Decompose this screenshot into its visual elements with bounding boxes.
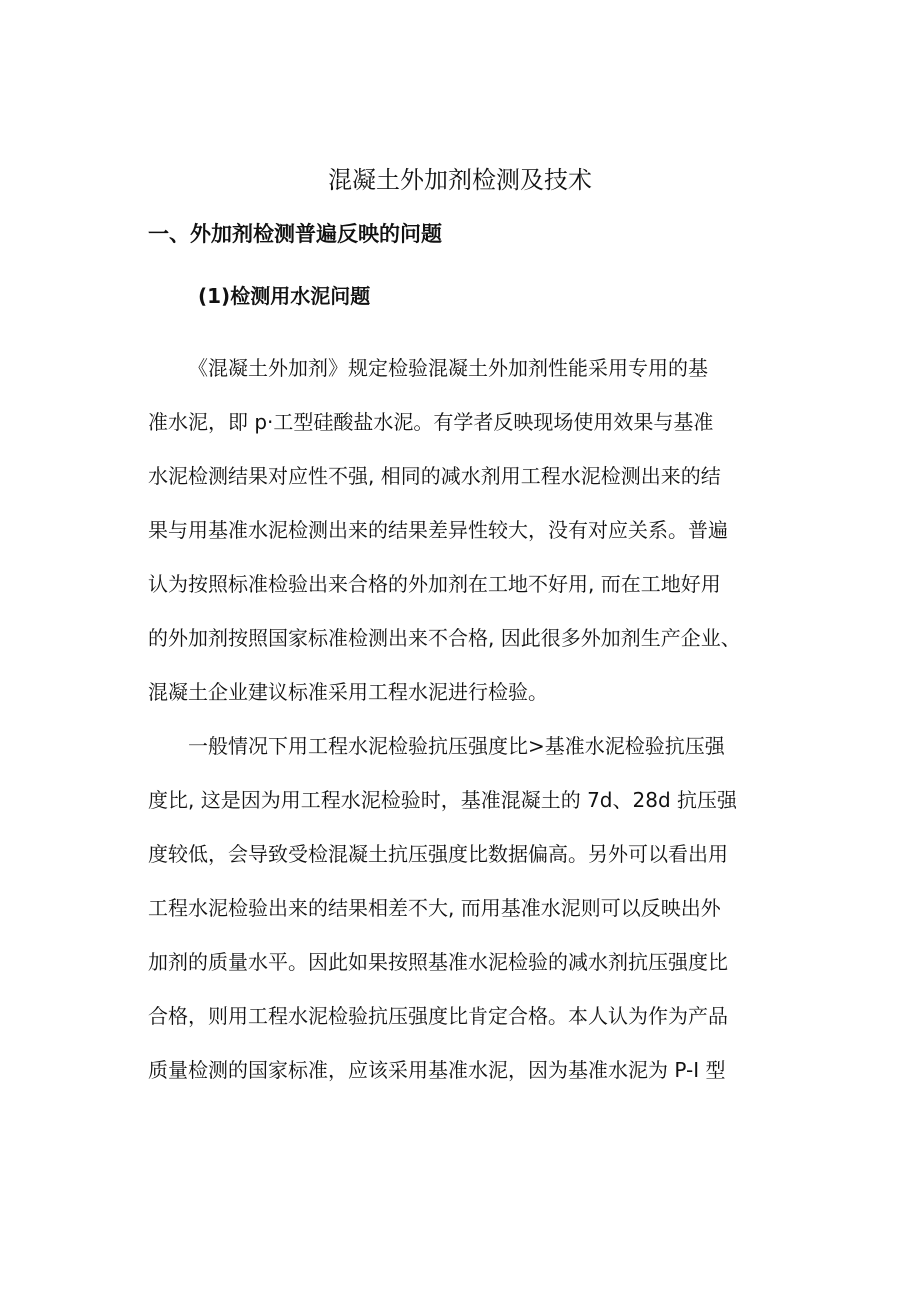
section-heading: 一、外加剂检测普遍反映的问题 — [148, 222, 442, 246]
paragraph-1-line-6: 的外加剂按照国家标准检测出来不合格, 因此很多外加剂生产企业、 — [148, 626, 741, 650]
paragraph-2-line-4: 工程水泥检验出来的结果相差不大, 而用基准水泥则可以反映出外 — [148, 896, 721, 920]
paragraph-2-line-3: 度较低，会导致受检混凝土抗压强度比数据偏高。另外可以看出用 — [148, 842, 728, 866]
document-title: 混凝土外加剂检测及技术 — [328, 166, 592, 194]
paragraph-1-line-2: 准水泥，即 p·工型硅酸盐水泥。有学者反映现场使用效果与基准 — [148, 410, 714, 434]
paragraph-1-line-4: 果与用基准水泥检测出来的结果差异性较大，没有对应关系。普遍 — [148, 518, 728, 542]
paragraph-2-line-2: 度比, 这是因为用工程水泥检验时，基准混凝土的 7d、28d 抗压强 — [148, 788, 737, 812]
paragraph-2-line-6: 合格，则用工程水泥检验抗压强度比肯定合格。本人认为作为产品 — [148, 1004, 728, 1028]
paragraph-2-line-7: 质量检测的国家标准，应该采用基准水泥，因为基准水泥为 P-I 型 — [148, 1058, 726, 1082]
paragraph-1-line-1: 《混凝土外加剂》规定检验混凝土外加剂性能采用专用的基 — [188, 356, 708, 380]
paragraph-2-line-5: 加剂的质量水平。因此如果按照基准水泥检验的减水剂抗压强度比 — [148, 950, 728, 974]
paragraph-1-line-3: 水泥检测结果对应性不强, 相同的减水剂用工程水泥检测出来的结 — [148, 464, 721, 488]
subheading: (1)检测用水泥问题 — [198, 284, 371, 308]
paragraph-1-line-7: 混凝土企业建议标准采用工程水泥进行检验。 — [148, 680, 548, 704]
paragraph-2-line-1: 一般情况下用工程水泥检验抗压强度比>基准水泥检验抗压强 — [188, 734, 725, 758]
paragraph-1-line-5: 认为按照标准检验出来合格的外加剂在工地不好用, 而在工地好用 — [148, 572, 721, 596]
